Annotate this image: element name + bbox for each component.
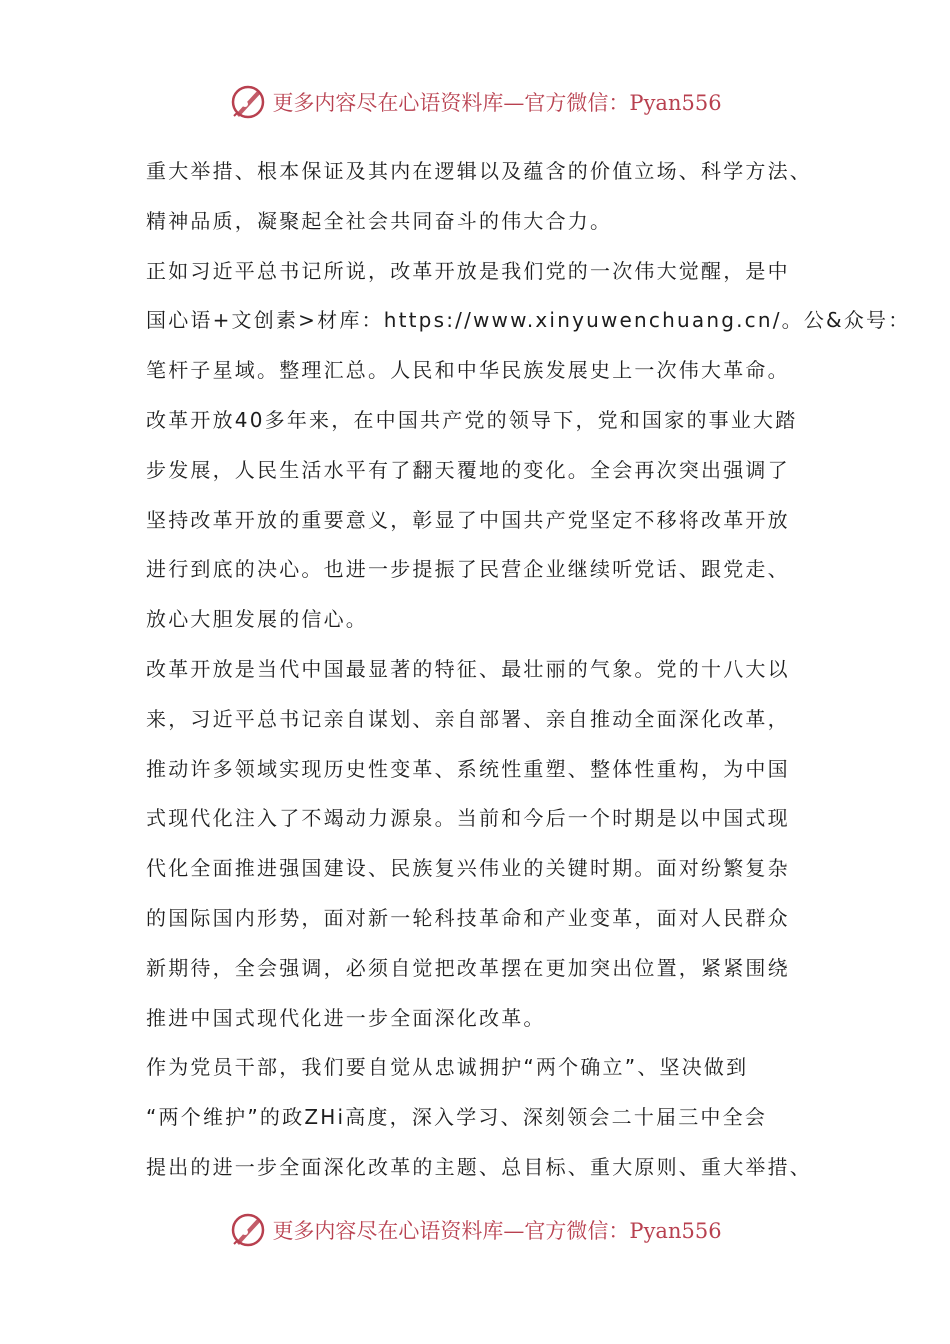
text-line: 式现代化注入了不竭动力源泉。当前和今后一个时期是以中国式现 [146, 806, 790, 831]
text-line: 作为党员干部，我们要自觉从忠诚拥护“两个确立”、坚决做到 [146, 1055, 749, 1080]
text-line: 进行到底的决心。也进一步提振了民营企业继续听党话、跟党走、 [146, 557, 790, 582]
text-line: 来，习近平总书记亲自谋划、亲自部署、亲自推动全面深化改革， [146, 706, 790, 731]
quill-logo-icon [228, 1210, 268, 1250]
quill-logo-icon [228, 82, 268, 122]
text-line: 改革开放是当代中国最显著的特征、最壮丽的气象。党的十八大以 [146, 656, 790, 681]
paragraph-4 [146, 1046, 818, 1195]
text-line: 正如习近平总书记所说，改革开放是我们党的一次伟大觉醒，是中 [146, 258, 790, 283]
text-line: 笔杆子星域。整理汇总。人民和中华民族发展史上一次伟大革命。 [146, 358, 790, 383]
document-body [146, 150, 911, 1196]
text-line: 提出的进一步全面深化改革的主题、总目标、重大原则、重大举措、 [146, 1154, 812, 1179]
header-banner-text: 更多内容尽在心语资料库—官方微信：Pyan556 [272, 91, 722, 115]
header-banner [0, 80, 950, 124]
text-line-with-link: 国心语+文创素>材库：https://www.xinyuwenchuang.cn/。公&众号： [146, 308, 911, 333]
text-line: 推动许多领域实现历史性变革、系统性重塑、整体性重构，为中国 [146, 756, 790, 781]
text-line: 坚持改革开放的重要意义，彰显了中国共产党坚定不移将改革开放 [146, 507, 790, 532]
text-line: 改革开放40多年来，在中国共产党的领导下，党和国家的事业大踏 [146, 407, 798, 432]
text-line: 代化全面推进强国建设、民族复兴伟业的关键时期。面对纷繁复杂 [146, 856, 790, 881]
text-line: 推进中国式现代化进一步全面深化改革。 [146, 1005, 546, 1030]
footer-banner-text: 更多内容尽在心语资料库—官方微信：Pyan556 [272, 1219, 722, 1243]
text-line: 重大举措、根本保证及其内在逻辑以及蕴含的价值立场、科学方法、 [146, 159, 812, 183]
text-line: 的国际国内形势，面对新一轮科技革命和产业变革，面对人民群众 [146, 905, 790, 930]
paragraph-3 [146, 648, 818, 1046]
paragraph-1 [146, 150, 818, 250]
text-line: “两个维护”的政ZHi高度，深入学习、深刻领会二十届三中全会 [146, 1105, 768, 1130]
text-line: 精神品质，凝聚起全社会共同奋斗的伟大合力。 [146, 208, 613, 233]
paragraph-2 [146, 250, 911, 648]
footer-banner [0, 1208, 950, 1252]
text-line: 新期待，全会强调，必须自觉把改革摆在更加突出位置，紧紧围绕 [146, 955, 790, 980]
text-line: 放心大胆发展的信心。 [146, 607, 368, 632]
text-line: 步发展，人民生活水平有了翻天覆地的变化。全会再次突出强调了 [146, 457, 790, 482]
